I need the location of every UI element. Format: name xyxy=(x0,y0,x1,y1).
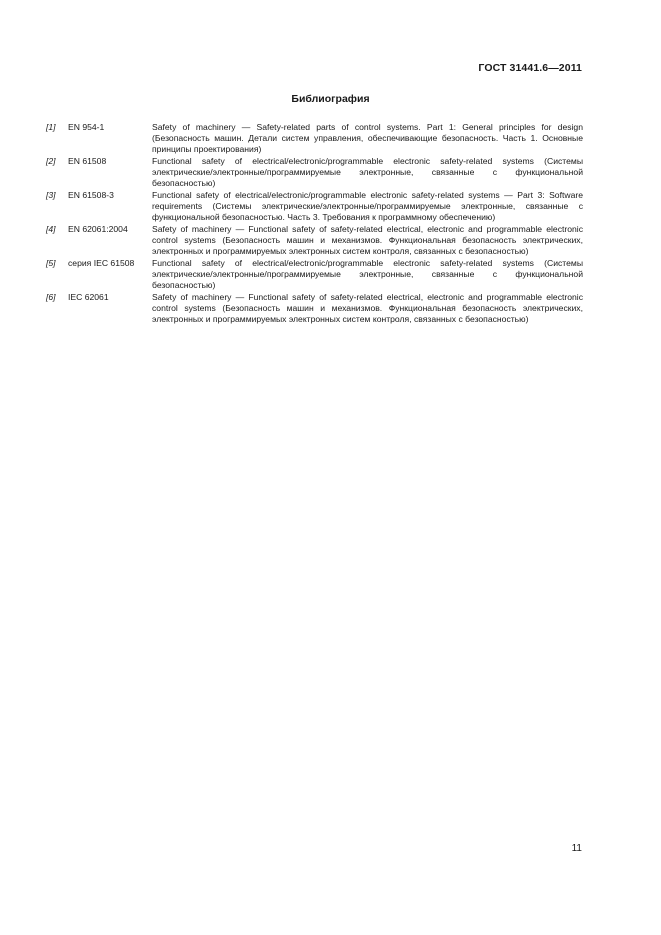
bibliography-entry xyxy=(46,190,583,223)
entry-code: EN 62061:2004 xyxy=(68,224,128,234)
bibliography-entry xyxy=(46,156,583,189)
page-number: 11 xyxy=(571,843,582,854)
entry-code: IEC 62061 xyxy=(68,292,109,302)
entry-number: [1] xyxy=(46,122,56,132)
entry-text: Functional safety of electrical/electronic/programmable electronic safety-related systems (Системы электрические/электронные/программируемые электронные, связанные с функциональной безопасностью) xyxy=(152,258,583,290)
standard-code: ГОСТ 31441.6—2011 xyxy=(478,62,582,74)
entry-number: [5] xyxy=(46,258,56,268)
entry-code: EN 954-1 xyxy=(68,122,105,132)
section-title: Библиография xyxy=(291,93,370,105)
bibliography-entry xyxy=(46,258,583,291)
entry-text: Safety of machinery — Functional safety of safety-related electrical, electronic and programmable electronic control systems (Безопасность машин и механизмов. Функциональная безопасность электрических, электронных и программируемых электронных систем контроля, связанных с безопасностью) xyxy=(152,292,583,324)
entry-code: EN 61508 xyxy=(68,156,107,166)
bibliography-entry xyxy=(46,122,583,155)
entry-number: [6] xyxy=(46,292,56,302)
entry-number: [4] xyxy=(46,224,56,234)
entry-code: серия IEC 61508 xyxy=(68,258,135,268)
bibliography-entry xyxy=(46,292,583,325)
entry-code: EN 61508-3 xyxy=(68,190,114,200)
bibliography-list xyxy=(46,122,583,326)
entry-text: Safety of machinery — Functional safety of safety-related electrical, electronic and programmable electronic control systems (Безопасность машин и механизмов. Функциональная безопасность электрических, электронных и программируемых электронных систем контроля, связанных с безопасностью) xyxy=(152,224,583,256)
entry-number: [2] xyxy=(46,156,56,166)
entry-text: Functional safety of electrical/electronic/programmable electronic safety-related systems — Part 3: Software requirements (Системы электрические/электронные/программируемые электронные, связанные с функциональной безопасностью. Часть 3. Требования к программному обеспечению) xyxy=(152,190,583,222)
entry-text: Safety of machinery — Safety-related parts of control systems. Part 1: General principles for design (Безопасность машин. Детали систем управления, обеспечивающие безопасность. Часть 1. Основные принципы проектирования) xyxy=(152,122,583,154)
entry-number: [3] xyxy=(46,190,56,200)
bibliography-entry xyxy=(46,224,583,257)
entry-text: Functional safety of electrical/electronic/programmable electronic safety-related systems (Системы электрические/электронные/программируемые электронные, связанные с функциональной безопасностью) xyxy=(152,156,583,188)
